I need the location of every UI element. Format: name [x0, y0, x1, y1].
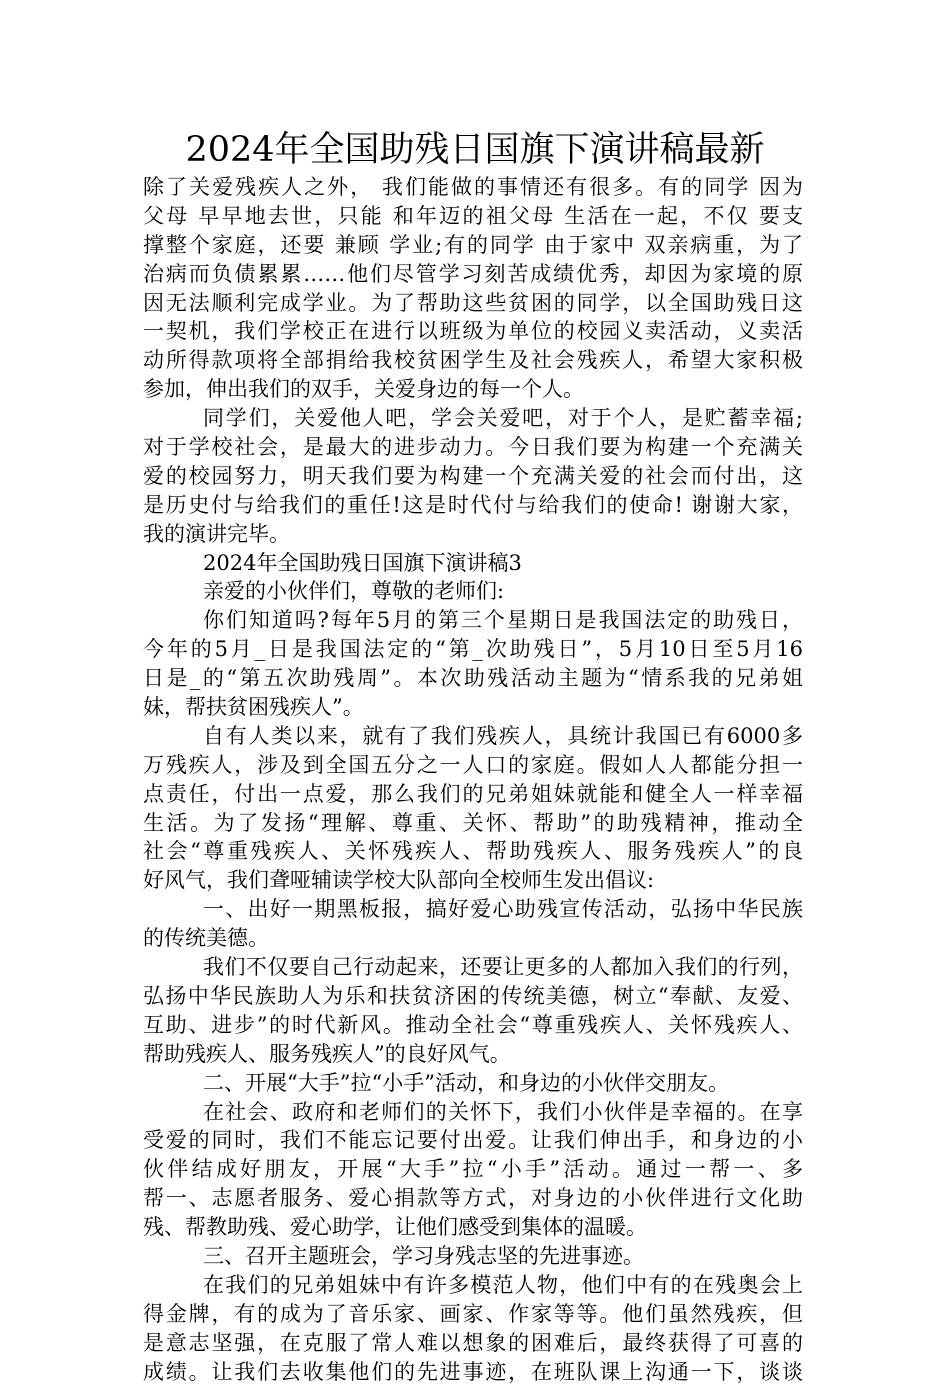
text-line: 因无法顺利完成学业。为了帮助这些贫困的同学，以全国助残日这: [143, 290, 803, 315]
text-line: 我们不仅要自己行动起来，还要让更多的人都加入我们的行列，: [203, 955, 803, 980]
text-line: 生活。为了发扬“理解、尊重、关怀、帮助”的助残精神，推动全: [143, 810, 803, 835]
document-title: 2024年全国助残日国旗下演讲稿最新: [185, 130, 765, 170]
text-line: 得金牌，有的成为了音乐家、画家、作家等等。他们虽然残疾，但: [143, 1301, 803, 1326]
text-line: 同学们，关爱他人吧，学会关爱吧，对于个人，是贮蓄幸福;: [203, 406, 803, 431]
text-line: 参加，伸出我们的双手，关爱身边的每一个人。: [143, 377, 584, 402]
text-line: 2024年全国助残日国旗下演讲稿3: [203, 550, 522, 575]
text-line: 帮一、志愿者服务、爱心捐款等方式，对身边的小伙伴进行文化助: [143, 1186, 803, 1211]
text-line: 你们知道吗?每年5月的第三个星期日是我国法定的助残日，: [203, 608, 803, 633]
text-line: 帮助残疾人、服务残疾人”的良好风气。: [143, 1041, 511, 1066]
text-line: 除了关爱残疾人之外， 我们能做的事情还有很多。有的同学 因为: [143, 175, 803, 199]
text-line: 动所得款项将全部捐给我校贫困学生及社会残疾人，希望大家积极: [143, 348, 803, 373]
text-line: 今年的5月_日是我国法定的“第_次助残日”，5月10日至5月16: [143, 637, 803, 662]
text-line: 日是_的“第五次助残周”。本次助残活动主题为“情系我的兄弟姐: [143, 666, 803, 691]
text-line: 在我们的兄弟姐妹中有许多模范人物，他们中有的在残奥会上: [203, 1272, 803, 1297]
text-line: 的传统美德。: [143, 926, 269, 951]
text-line: 是意志坚强，在克服了常人难以想象的困难后，最终获得了可喜的: [143, 1330, 803, 1355]
text-line: 残、帮教助残、爱心助学，让他们感受到集体的温暖。: [143, 1215, 647, 1240]
text-line: 弘扬中华民族助人为乐和扶贫济困的传统美德，树立“奉献、友爱、: [143, 983, 803, 1008]
text-line: 三、召开主题班会，学习身残志坚的先进事迹。: [203, 1243, 644, 1268]
text-line: 是历史付与给我们的重任!这是时代付与给我们的使命! 谢谢大家，: [143, 492, 803, 517]
text-line: 一契机，我们学校正在进行以班级为单位的校园义卖活动，义卖活: [143, 319, 803, 344]
text-line: 亲爱的小伙伴们，尊敬的老师们:: [203, 579, 505, 604]
text-line: 互助、进步”的时代新风。推动全社会“尊重残疾人、关怀残疾人、: [143, 1012, 803, 1037]
text-line: 点责任，付出一点爱，那么我们的兄弟姐妹就能和健全人一样幸福: [143, 781, 803, 806]
text-line: 社会“尊重残疾人、关怀残疾人、帮助残疾人、服务残疾人”的良: [143, 839, 803, 864]
text-line: 父母 早早地去世，只能 和年迈的祖父母 生活在一起，不仅 要支: [143, 203, 803, 228]
text-line: 好风气，我们聋哑辅读学校大队部向全校师生发出倡议:: [143, 868, 655, 893]
text-line: 治病而负债累累……他们尽管学习刻苦成绩优秀，却因为家境的原: [143, 261, 803, 286]
text-line: 妹，帮扶贫困残疾人”。: [143, 695, 364, 720]
text-line: 伙伴结成好朋友，开展“大手”拉“小手”活动。通过一帮一、多: [143, 1157, 803, 1182]
text-line: 爱的校园努力，明天我们要为构建一个充满关爱的社会而付出，这: [143, 463, 803, 488]
text-line: 成绩。让我们去收集他们的先进事迹，在班队课上沟通一下，谈谈: [143, 1359, 803, 1384]
text-line: 一、出好一期黑板报，搞好爱心助残宣传活动，弘扬中华民族: [203, 897, 803, 922]
text-line: 万残疾人，涉及到全国五分之一人口的家庭。假如人人都能分担一: [143, 752, 803, 777]
document-body: [143, 173, 803, 1386]
text-line: 二、开展“大手”拉“小手”活动，和身边的小伙伴交朋友。: [203, 1070, 729, 1095]
text-line: 受爱的同时，我们不能忘记要付出爱。让我们伸出手，和身边的小: [143, 1128, 803, 1153]
text-line: 对于学校社会，是最大的进步动力。今日我们要为构建一个充满关: [143, 435, 803, 460]
text-line: 在社会、政府和老师们的关怀下，我们小伙伴是幸福的。在享: [203, 1099, 803, 1124]
text-line: 撑整个家庭，还要 兼顾 学业;有的同学 由于家中 双亲病重，为了: [143, 232, 803, 257]
text-line: 自有人类以来，就有了我们残疾人，具统计我国已有6000多: [203, 723, 803, 748]
text-line: 我的演讲完毕。: [143, 521, 290, 546]
